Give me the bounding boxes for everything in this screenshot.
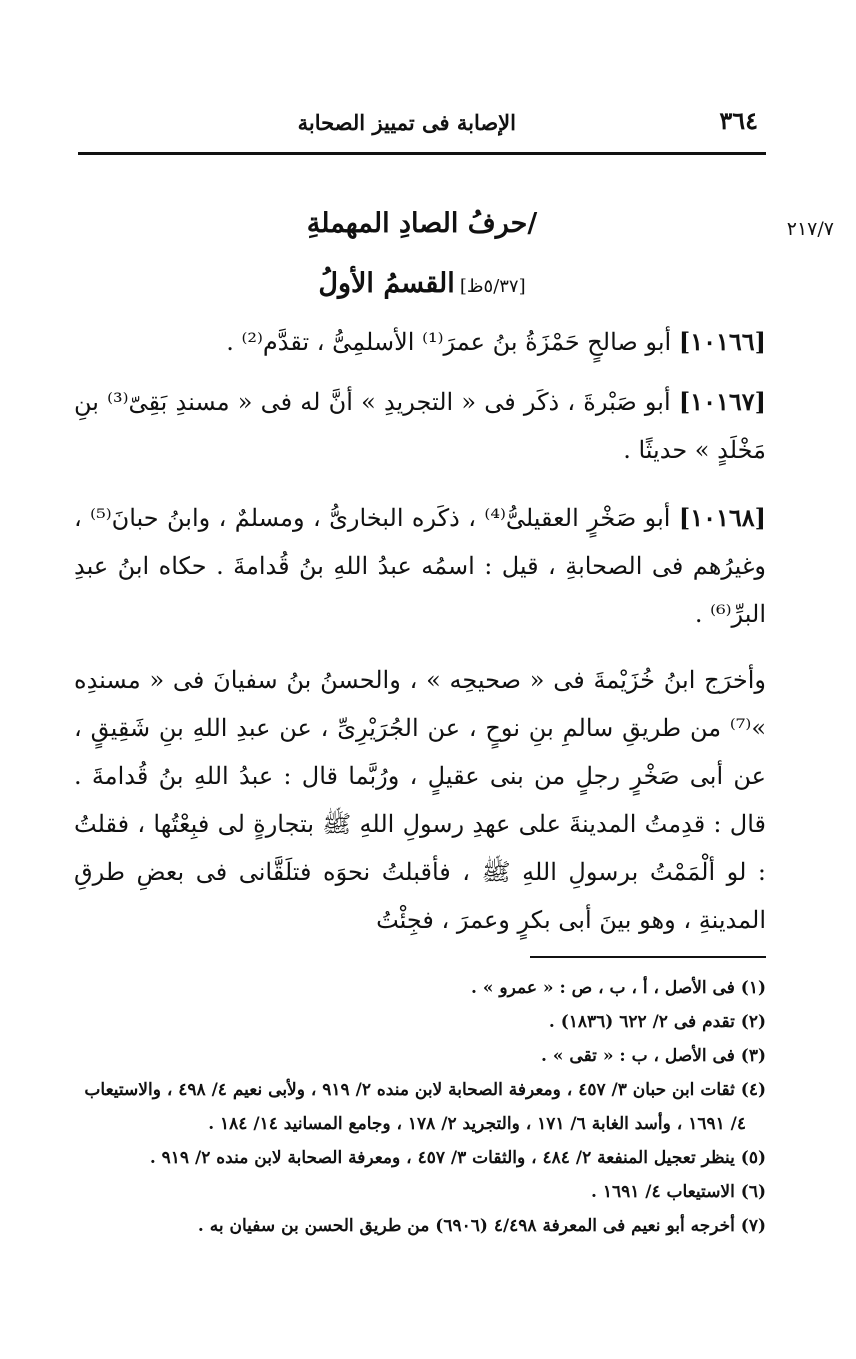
footnotes [74, 974, 766, 1246]
footnote-continuation: ٤/ ١٦٩١ ، وأسد الغابة ٦/ ١٧١ ، والتجريد ٢/ ١٧٨ ، وجامع المسانيد ١٤/ ١٨٤ . [208, 1114, 746, 1134]
header-rule [78, 152, 766, 155]
paragraph-text: وأخرَج ابنُ خُزَيْمةَ فى « صحيحِه » ، والحسنُ بنُ سفيانَ فى « مسندِه »⁽⁷⁾ من طريقِ سالمِ بنِ نوحٍ ، عن الجُرَيْرِىِّ ، عن عبدِ اللهِ بنِ شَقِيقٍ ، عن أبى صَخْرٍ رجلٍ من بنى عقيلٍ ، ورُبَّما قال : عبدُ اللهِ بنُ قُدامةَ . قال : قدِمتُ المدينةَ على عهدِ رسولِ اللهِ ﷺ بتجارةٍ لى فبِعْتُها ، فقلتُ : لو ألْمَمْتُ برسولِ اللهِ ﷺ ، فأقبلتُ نحوَه فتلَقَّانى فى بعضِ طرقِ المدينةِ ، وهو بينَ أبى بكرٍ وعمرَ ، فجِئْتُ [74, 666, 766, 934]
footnote: (٥) ينظر تعجيل المنفعة ٢/ ٤٨٤ ، والثقات ٣/ ٤٥٧ ، ومعرفة الصحابة لابن منده ٢/ ٩١٩ . [149, 1148, 766, 1168]
entry [74, 378, 766, 474]
footnote: (٤) ثقات ابن حبان ٣/ ٤٥٧ ، ومعرفة الصحابة لابن منده ٢/ ٩١٩ ، ولأبى نعيم ٤/ ٤٩٨ ، والاستيعاب [84, 1080, 766, 1100]
footnote: (١) فى الأصل ، أ ، ب ، ص : « عمرو » . [471, 978, 766, 998]
footnote: (٧) أخرجه أبو نعيم فى المعرفة ٤/٤٩٨ (٦٩٠٦) من طريق الحسن بن سفيان به . [197, 1216, 766, 1236]
entry-number: [١٠١٦٧] [678, 387, 766, 416]
entry-number: [١٠١٦٨] [678, 503, 767, 532]
subsection-ref: [٥/٣٧ظ] [459, 276, 526, 297]
footnote: (٦) الاستيعاب ٤/ ١٦٩١ . [590, 1182, 766, 1202]
running-title: الإصابة فى تمييز الصحابة [297, 110, 516, 135]
section-title: /حرفُ الصادِ المهملةِ [306, 208, 538, 239]
subsection-title: القسمُ الأولُ [318, 268, 455, 299]
entry-text: أبو صَخْرٍ العقيلىُّ⁽⁴⁾ ، ذكَره البخارىُّ ، ومسلمٌ ، وابنُ حبانَ⁽⁵⁾ ، وغيرُهم فى الصحابةِ ، قيل : اسمُه عبدُ اللهِ بنُ قُدامةَ . حكاه ابنُ عبدِ البرِّ⁽⁶⁾ . [74, 504, 766, 628]
entry [74, 318, 766, 366]
entry-text: أبو صَبْرةَ ، ذكَر فى « التجريدِ » أنَّ له فى « مسندِ بَقِىّ⁽³⁾ بنِ مَخْلَدٍ » حديثًا . [74, 388, 766, 464]
entry-number: [١٠١٦٦] [678, 327, 766, 356]
page-header [78, 106, 766, 146]
footnote: (٢) تقدم فى ٢/ ٦٢٢ (١٨٣٦) . [548, 1012, 766, 1032]
paragraph [74, 656, 766, 944]
subsection-heading [78, 268, 766, 299]
margin-reference: ٢١٧/٧ [786, 218, 834, 240]
page-number: ٣٦٤ [719, 106, 758, 135]
entry [74, 494, 766, 638]
footnote-divider [530, 956, 766, 958]
entry-text: أبو صالحٍ حَمْزَةُ بنُ عمرَ⁽¹⁾ الأسلمِىُّ ، تقدَّم⁽²⁾ . [226, 328, 672, 356]
footnote: (٣) فى الأصل ، ب : « تقى » . [541, 1046, 766, 1066]
